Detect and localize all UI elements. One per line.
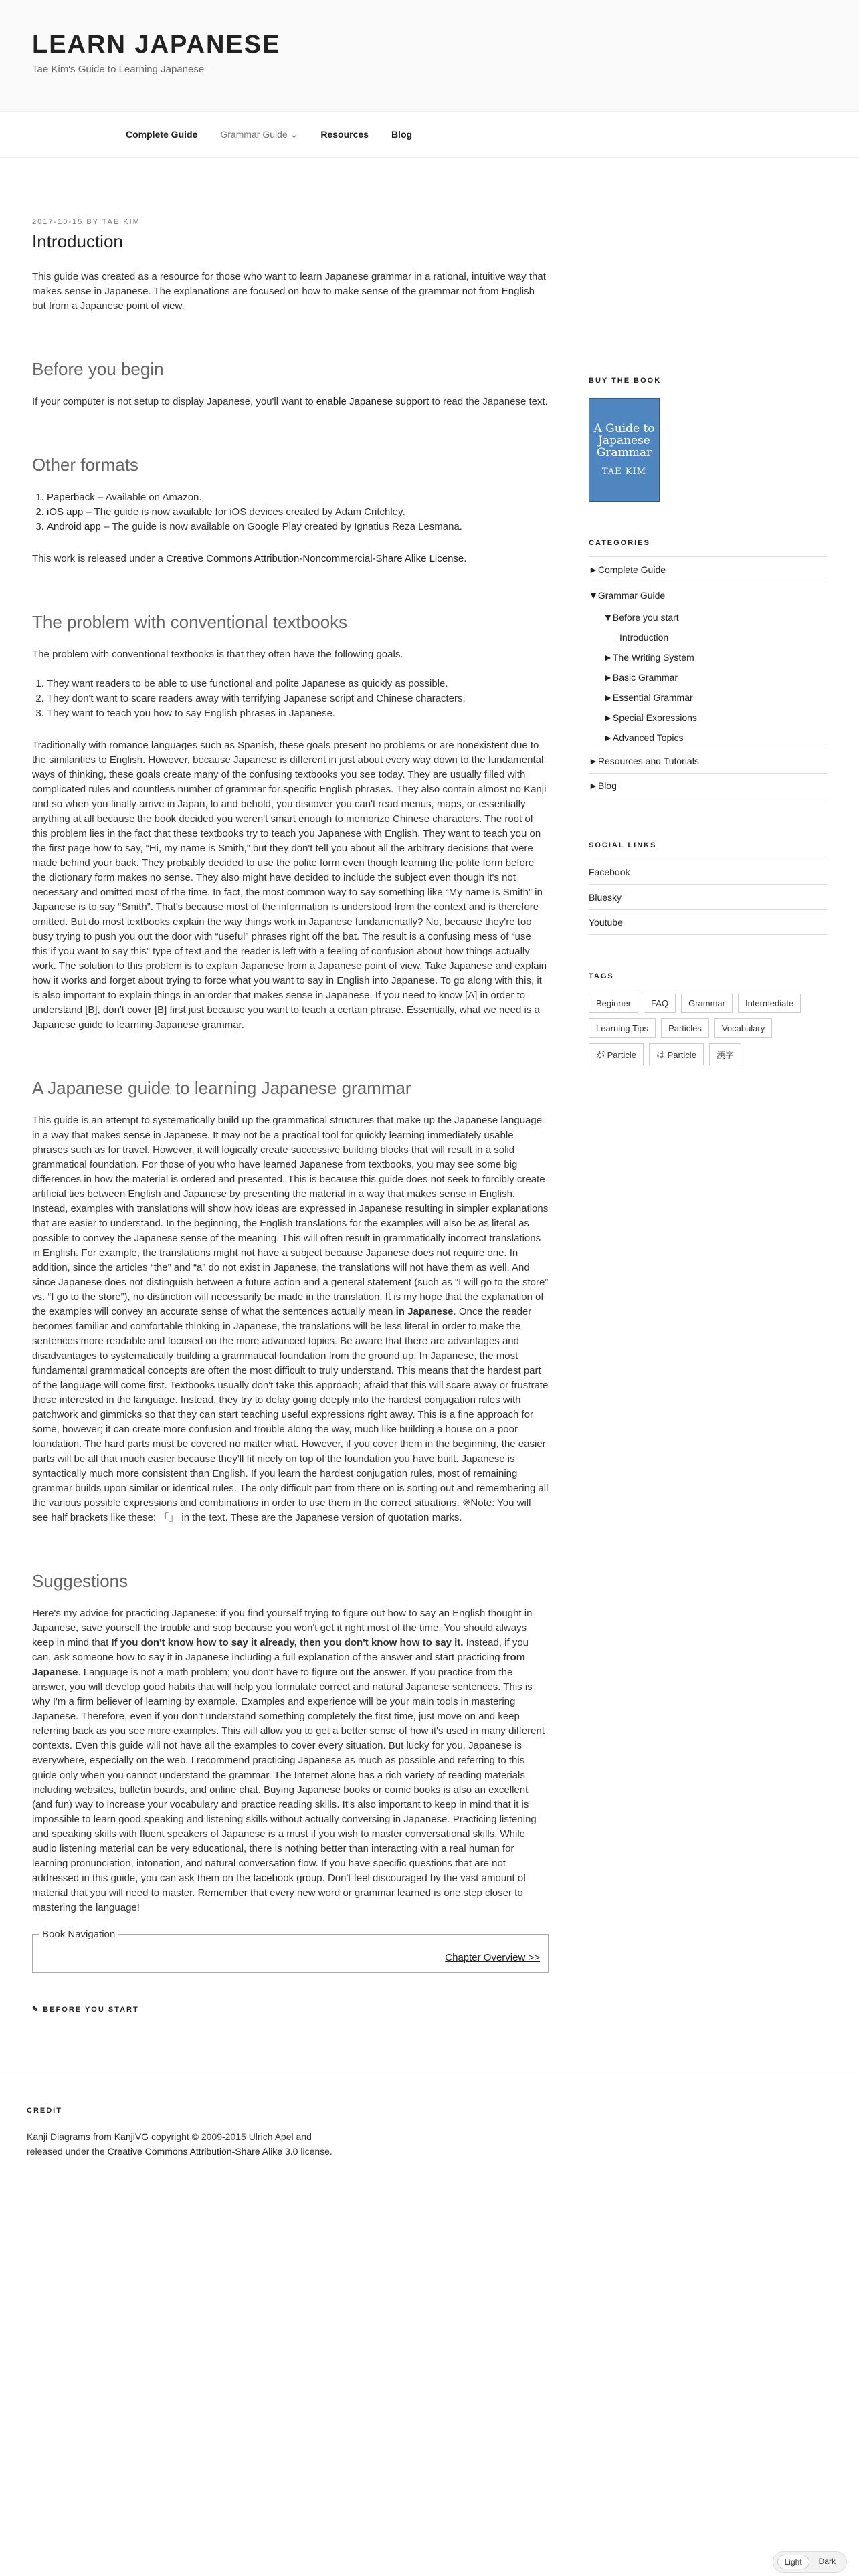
- textbooks-intro: The problem with conventional textbooks is that they often have the following goals.: [32, 649, 403, 660]
- main-nav: [0, 111, 859, 158]
- theme-light-button[interactable]: Light: [777, 2555, 809, 2569]
- tag-grammar[interactable]: Grammar: [681, 994, 733, 1013]
- nav-blog[interactable]: Blog: [391, 129, 413, 140]
- list-item: 2. They don't want to scare readers away with terrifying Japanese script and Chinese characters.: [47, 691, 549, 706]
- tag-kanji[interactable]: 漢字: [709, 1043, 741, 1065]
- section-conventional-textbooks: The problem with conventional textbooks: [32, 612, 348, 632]
- social-links-list: [589, 859, 827, 935]
- social-facebook[interactable]: Facebook: [589, 859, 827, 884]
- category-special-expressions[interactable]: ►Special Expressions: [603, 712, 697, 723]
- tag-intermediate[interactable]: Intermediate: [738, 994, 801, 1013]
- categories-list: [589, 556, 827, 798]
- main-content: [32, 158, 549, 2014]
- category-before-you-start[interactable]: ▼Before you start: [603, 612, 679, 623]
- theme-toggle: [773, 2551, 847, 2573]
- credit-title: CREDIT: [27, 2107, 62, 2115]
- buy-book-title: BUY THE BOOK: [589, 377, 662, 385]
- category-introduction[interactable]: Introduction: [619, 632, 669, 643]
- paperback-link[interactable]: Paperback: [47, 492, 95, 503]
- book-cover-image[interactable]: A Guide to Japanese Grammar TAE KIM: [589, 398, 660, 502]
- category-essential-grammar[interactable]: ►Essential Grammar: [603, 692, 693, 703]
- suggestions-body: Here's my advice for practicing Japanese: if you find yourself trying to figure out how to say an English thought in Japanese, save yourself the trouble and stop because you won't get it right most of the time. You should always keep in mind that If you don't know how to say it already, then you don't know how to say it. Instead, if you can, ask someone how to say it in Japanese including a full explanation of the answer and start practicing from Japanese. Language is not a math problem; you don't have to figure out the answer. If you practice from the answer, you will develop good habits that will help you formulate correct and natural Japanese sentences. This is why I'm a firm believer of learning by example. Examples and experience will be your main tools in mastering Japanese. Therefore, even if you don't understand something completely the first time, just move on and keep referring back as you see more examples. This will allow you to get a better sense of how it's used in many different contexts. Even this guide will not have all the examples to cover every situation. But lucky for you, Japanese is everywhere, especially on the web. I recommend practicing Japanese as much as possible and referring to this guide only when you cannot understand the grammar. The Internet alone has a rich variety of reading materials including websites, bulletin boards, and online chat. Buying Japanese books or comic books is also an excellent (and fun) way to increase your vocabulary and practice reading skills. It's also important to keep in mind that it is impossible to learn good speaking and listening skills without actually conversing in Japanese. Practicing listening and speaking skills with fluent speakers of Japanese is a must if you wish to master conversational skills. While audio listening material can be very educational, there is nothing better than interacting with a real human for learning pronunciation, intonation, and natural conversation flow. If you have specific questions that are not addressed in this guide, you can ask them on the facebook group. Don't feel discouraged by the vast amount of material that you will need to master. Remember that every new word or grammar learned is one step closer to mastering the language!: [32, 1608, 545, 1913]
- intro-paragraph: This guide was created as a resource for those who want to learn Japanese grammar in a rational, intuitive way that makes sense in Japanese. The explanations are focused on how to make sense of the grammar not from English but from a Japanese point of view.: [32, 271, 546, 312]
- tag-ga-particle[interactable]: が Particle: [589, 1043, 644, 1065]
- guide-body: This guide is an attempt to systematically build up the grammatical structures that make up the Japanese language in a way that makes sense in Japanese. It may not be a practical tool for quickly learning immediately usable phrases such as for travel. However, it will logically create successive building blocks that will result in a solid grammatical foundation. For those of you who have learned Japanese from textbooks, you may see some big differences in how the material is ordered and presented. This is because this guide does not seek to forcibly create artificial ties between English and Japanese by presenting the material in a way that makes sense in English. Instead, examples with translations will show how ideas are expressed in Japanese resulting in simpler explanations that are easier to understand. In the beginning, the English translations for the examples will also be as literal as possible to convey the Japanese sense of the meaning. This will often result in grammatically incorrect translations in English. For example, the translations might not have a subject because Japanese does not require one. In addition, since the articles “the” and “a” do not exist in Japanese, the translations will not have them as well. And since Japanese does not distinguish between a future action and a general statement (such as “I will go to the store” vs. “I go to the store”), no distinction will necessarily be made in the translation. It is my hope that the explanation of the examples will convey an accurate sense of what the sentences actually mean in Japanese. Once the reader becomes familiar and comfortable thinking in Japanese, the translations will be less literal in order to make the sentences more readable and focused on the more advanced topics. Be aware that there are advantages and disadvantages to systematically building a grammatical foundation from the ground up. In Japanese, the most fundamental grammatical concepts are often the most difficult to truly understand. This means that the hardest part of the language will come first. Textbooks usually don't take this approach; afraid that this will scare away or frustrate those interested in the language. Instead, they try to delay going deeply into the hardest conjugation rules with patchwork and gimmicks so that they can start teaching useful expressions right away. This is a fine approach for some, however; it can create more confusion and trouble along the way, much like building a house on a poor foundation. The hard parts must be covered no matter what. However, if you cover them in the beginning, the easier parts will be all that much easier because they'll fit nicely on top of the foundation you have built. Japanese is syntactically much more consistent than English. If you learn the hardest conjugation rules, most of remaining grammar builds upon similar or identical rules. The only difficult part from there on is sorting out and remembering all the various possible expressions and combinations in order to use them in the correct situations. ※Note: You will see half brackets like these: 「」 in the text. These are the Japanese version of quotation marks.: [32, 1115, 549, 1523]
- tag-cloud: [589, 994, 816, 1065]
- site-header: [0, 0, 859, 111]
- android-app-link[interactable]: Android app: [47, 521, 101, 532]
- category-basic-grammar[interactable]: ►Basic Grammar: [603, 672, 678, 683]
- list-item: 3. Android app – The guide is now available on Google Play created by Ignatius Reza Lesmana.: [47, 520, 549, 534]
- textbooks-body: Traditionally with romance languages such as Spanish, these goals present no problems or are nonexistent due to the similarities to English. However, because Japanese is different in just about every way down to the fundamental ways of thinking, these goals create many of the confusing textbooks you see today. They are usually filled with complicated rules and countless number of grammar for specific English phrases. They also contain almost no Kanji and so when you finally arrive in Japan, lo and behold, you discover you can't read menus, maps, or essentially anything at all because the book decided you weren't smart enough to memorize Chinese characters. The root of this problem lies in the fact that these textbooks try to teach you Japanese with English. They want to teach you on the first page how to say, “Hi, my name is Smith,” but they don't tell you about all the arbitrary decisions that were made behind your back. They probably decided to use the polite form even though learning the polite form before the dictionary form makes no sense. They also might have decided to include the subject even though it's not necessary and omitted most of the time. In fact, the most common way to say something like “My name is Smith” in Japanese is to say “Smith”. That's because most of the information is understood from the context and is therefore omitted. But do most textbooks explain the way things work in Japanese fundamentally? No, because they're too busy trying to push you out the door with “useful” phrases right off the bat. The result is a confusing mess of “use this if you want to say this” type of text and the reader is left with a feeling of confusion about how things actually work. The solution to this problem is to explain Japanese from a Japanese point of view. Take Japanese and explain how it works and forget about trying to force what you want to say in English into Japanese. To go along with this, it is also important to explain things in an order that makes sense in Japanese. If you need to know [A] in order to understand [B], don't cover [B] first just because you want to teach a certain phrase. Essentially, what we need is a Japanese guide to learning Japanese grammar.: [32, 740, 547, 1031]
- social-links-title: SOCIAL LINKS: [589, 841, 657, 849]
- facebook-group-link[interactable]: facebook group: [253, 1872, 322, 1884]
- list-item: 1. They want readers to be able to use functional and polite Japanese as quickly as possible.: [47, 677, 549, 691]
- social-bluesky[interactable]: Bluesky: [589, 884, 827, 909]
- book-navigation: [32, 1929, 549, 1973]
- list-item: 1. Paperback – Available on Amazon.: [47, 490, 549, 505]
- social-youtube[interactable]: Youtube: [589, 909, 827, 935]
- nav-resources[interactable]: Resources: [320, 129, 369, 140]
- categories-title: CATEGORIES: [589, 539, 650, 547]
- sidebar: [589, 377, 827, 1065]
- category-grammar-guide[interactable]: ▼Grammar Guide: [589, 582, 827, 607]
- japanese-support-link[interactable]: enable Japanese support: [316, 396, 430, 407]
- tags-title: TAGS: [589, 972, 614, 980]
- site-title[interactable]: LEARN JAPANESE: [32, 31, 281, 59]
- kanjivg-link[interactable]: KanjiVG: [114, 2131, 149, 2142]
- section-japanese-guide: A Japanese guide to learning Japanese grammar: [32, 1078, 411, 1098]
- section-before-you-begin: Before you begin: [32, 359, 164, 379]
- category-advanced-topics[interactable]: ►Advanced Topics: [603, 732, 684, 743]
- credit-text: Kanji Diagrams from KanjiVG copyright © 2009-2015 Ulrich Apel and released under the Creative Commons Attribution-Share Alike 3.0 license.: [27, 2131, 332, 2157]
- category-blog[interactable]: ►Blog: [589, 773, 827, 798]
- tag-wa-particle[interactable]: は Particle: [649, 1043, 704, 1065]
- post-title: Introduction: [32, 231, 123, 251]
- tag-vocabulary[interactable]: Vocabulary: [714, 1018, 772, 1038]
- category-resources[interactable]: ►Resources and Tutorials: [589, 748, 827, 773]
- nav-grammar-guide[interactable]: Grammar Guide ⌄: [220, 128, 298, 140]
- tag-particles[interactable]: Particles: [661, 1018, 709, 1038]
- site-tagline: Tae Kim's Guide to Learning Japanese: [32, 64, 205, 75]
- nav-complete-guide[interactable]: Complete Guide: [126, 129, 198, 140]
- list-item: 2. iOS app – The guide is now available for iOS devices created by Adam Critchley.: [47, 505, 549, 520]
- previous-post-link[interactable]: ✎ BEFORE YOU START: [32, 2006, 139, 2014]
- tag-beginner[interactable]: Beginner: [589, 994, 638, 1013]
- cc-license-link[interactable]: Creative Commons Attribution-Share Alike 3.0: [107, 2146, 298, 2157]
- book-navigation-legend: Book Navigation: [39, 1929, 118, 1940]
- site-footer: [0, 2074, 859, 2159]
- category-complete-guide[interactable]: ►Complete Guide: [589, 556, 827, 582]
- license-link[interactable]: Creative Commons Attribution-Noncommercial-Share Alike License: [166, 553, 464, 564]
- formats-list: [32, 490, 549, 534]
- ios-app-link[interactable]: iOS app: [47, 506, 84, 518]
- category-writing-system[interactable]: ►The Writing System: [603, 652, 694, 663]
- tag-learning-tips[interactable]: Learning Tips: [589, 1018, 656, 1038]
- list-item: 3. They want to teach you how to say English phrases in Japanese.: [47, 706, 549, 721]
- tag-faq[interactable]: FAQ: [644, 994, 676, 1013]
- chapter-overview-link[interactable]: Chapter Overview >>: [445, 1952, 540, 1963]
- section-suggestions: Suggestions: [32, 1571, 128, 1591]
- section-other-formats: Other formats: [32, 455, 138, 475]
- theme-dark-button[interactable]: Dark: [818, 2557, 836, 2566]
- post-meta: 2017-10-15 BY TAE KIM: [32, 218, 140, 226]
- license-text: This work is released under a Creative Commons Attribution-Noncommercial-Share Alike License.: [32, 553, 467, 564]
- before-begin-text: If your computer is not setup to display Japanese, you'll want to enable Japanese support to read the Japanese text.: [32, 396, 548, 407]
- goals-list: [32, 677, 549, 721]
